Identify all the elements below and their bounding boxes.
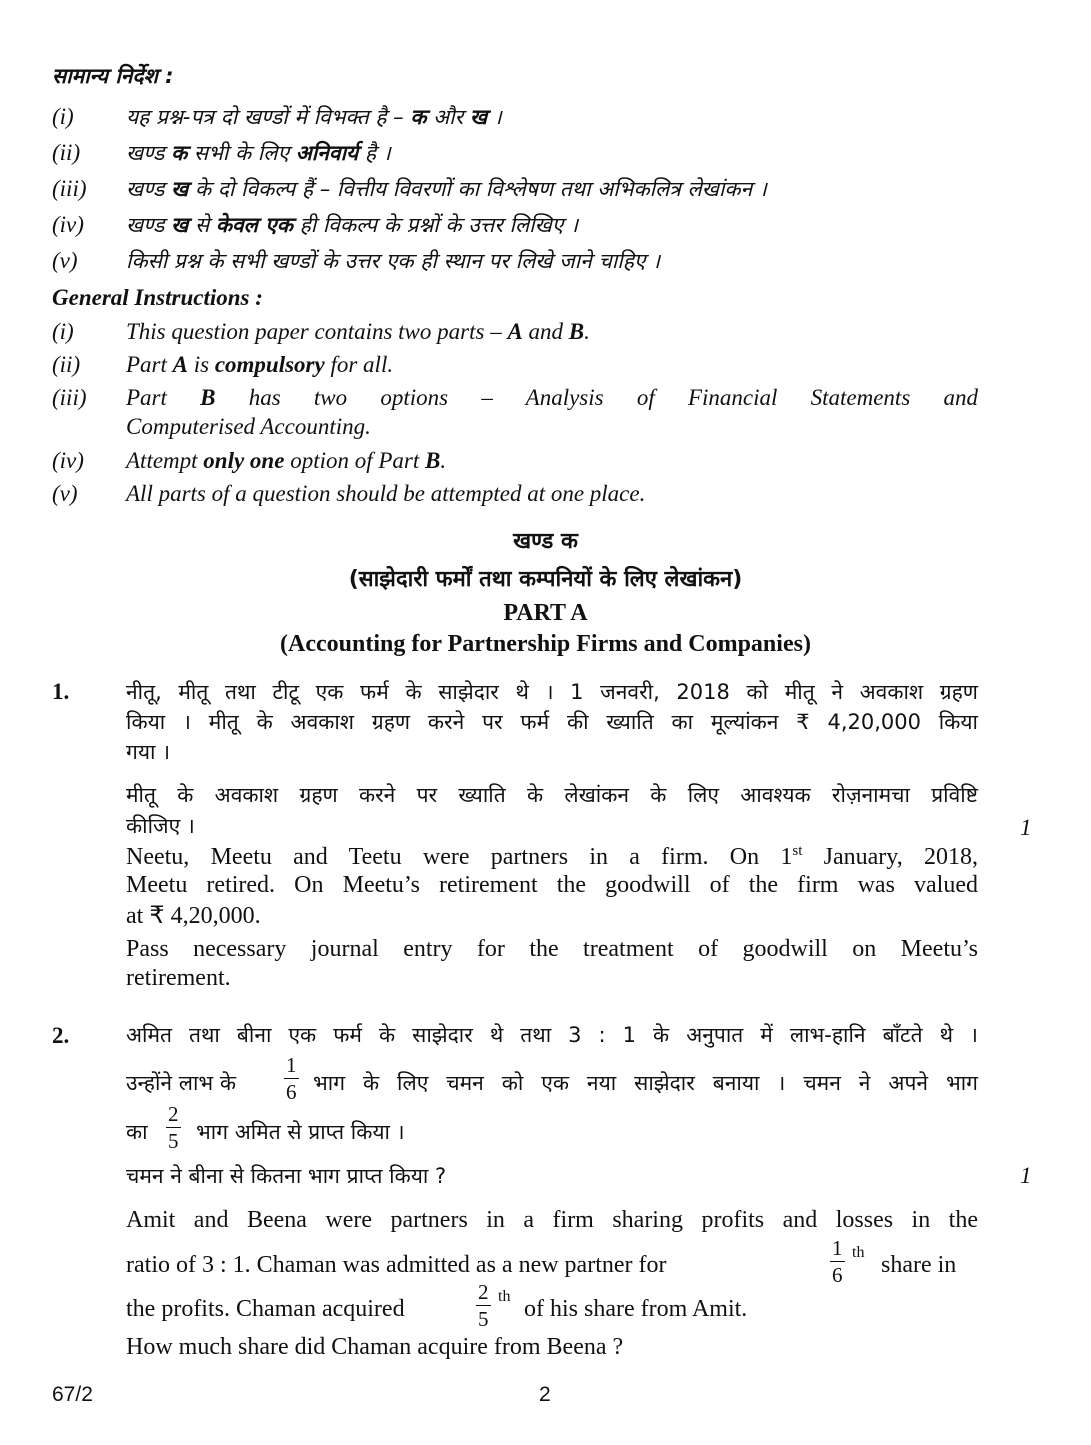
page-number: 2 bbox=[539, 1383, 551, 1406]
q1-hindi-line: किया । मीतू के अवकाश ग्रहण करने पर फर्म की ख्याति का मूल्यांकन ₹ 4,20,000 किया bbox=[126, 710, 978, 734]
hindi-item-1: यह प्रश्न-पत्र दो खण्डों में विभक्त है – क और ख । bbox=[126, 105, 502, 129]
q2-hindi-line2-pre: उन्होंने लाभ के bbox=[126, 1071, 236, 1095]
q2-hindi-line2-post: भाग के लिए चमन को एक नया साझेदार बनाया । चमन ने अपने भाग bbox=[313, 1071, 978, 1095]
q1-english-line: retirement. bbox=[126, 965, 231, 991]
q2-hindi-line: चमन ने बीना से कितना भाग प्राप्त किया ? bbox=[126, 1164, 447, 1188]
english-item-1: This question paper contains two parts – A and B. bbox=[126, 319, 590, 344]
hindi-item-4: खण्ड ख से केवल एक ही विकल्प के प्रश्नों के उत्तर लिखिए । bbox=[126, 213, 579, 237]
english-item-2: Part A is compulsory for all. bbox=[126, 352, 394, 377]
hindi-item-num: (ii) bbox=[52, 140, 81, 165]
superscript-th: th bbox=[852, 1244, 865, 1261]
q2-english-line3-pre: the profits. Chaman acquired bbox=[126, 1296, 405, 1322]
q1-english-line: Meetu retired. On Meetu’s retirement the goodwill of the firm was valued bbox=[126, 872, 978, 898]
section-hindi-subtitle: (साझेदारी फर्मों तथा कम्पनियों के लिए लेखांकन) bbox=[348, 567, 743, 592]
hindi-item-5: किसी प्रश्न के सभी खण्डों के उत्तर एक ही स्थान पर लिखे जाने चाहिए । bbox=[126, 249, 661, 273]
section-english-title: PART A bbox=[503, 600, 588, 626]
english-item-3-line2: Computerised Accounting. bbox=[126, 414, 371, 439]
q1-hindi-line: कीजिए । bbox=[126, 814, 195, 838]
q1-english-line: Neetu, Meetu and Teetu were partners in a firm. On 1st January, 2018, bbox=[126, 843, 979, 870]
english-item-num: (i) bbox=[52, 319, 74, 344]
paper-code: 67/2 bbox=[52, 1383, 93, 1406]
hindi-instructions-title: सामान्य निर्देश : bbox=[52, 64, 174, 88]
section-english-subtitle: (Accounting for Partnership Firms and Companies) bbox=[280, 631, 811, 657]
english-item-4: Attempt only one option of Part B. bbox=[126, 448, 447, 473]
hindi-item-num: (v) bbox=[52, 248, 78, 273]
english-item-5: All parts of a question should be attempted at one place. bbox=[126, 481, 646, 506]
q2-english-line: Amit and Beena were partners in a firm sharing profits and losses in the bbox=[126, 1207, 978, 1233]
q2-english-line2-pre: ratio of 3 : 1. Chaman was admitted as a new partner for bbox=[126, 1252, 667, 1278]
q2-hindi-line: अमित तथा बीना एक फर्म के साझेदार थे तथा 3 : 1 के अनुपात में लाभ-हानि बाँटते थे । bbox=[126, 1023, 978, 1047]
fraction-one-sixth: $\frac{1}{6}$ bbox=[832, 1236, 843, 1287]
q1-marks: 1 bbox=[1020, 815, 1032, 840]
fraction-two-fifths: $\frac{2}{5}$ bbox=[478, 1280, 489, 1331]
q2-english-line2-post: share in bbox=[881, 1252, 957, 1278]
q2-english-line: How much share did Chaman acquire from Beena ? bbox=[126, 1334, 624, 1360]
superscript-th: th bbox=[498, 1288, 511, 1305]
section-hindi-title: खण्ड क bbox=[513, 529, 578, 554]
q1-english-line: Pass necessary journal entry for the treatment of goodwill on Meetu’s bbox=[126, 936, 978, 962]
q1-hindi-line: गया । bbox=[126, 740, 171, 764]
q1-hindi-line: नीतू, मीतू तथा टीटू एक फर्म के साझेदार थे । 1 जनवरी, 2018 को मीतू ने अवकाश ग्रहण bbox=[126, 680, 978, 704]
fraction-one-sixth: $\frac{1}{6}$ bbox=[286, 1053, 297, 1104]
english-instructions-title: General Instructions : bbox=[52, 285, 263, 310]
english-item-num: (iv) bbox=[52, 448, 84, 473]
english-item-num: (ii) bbox=[52, 352, 81, 377]
question-number: 1. bbox=[52, 679, 70, 704]
q2-hindi-line3-pre: का bbox=[126, 1120, 148, 1144]
hindi-item-2: खण्ड क सभी के लिए अनिवार्य है । bbox=[126, 141, 391, 165]
hindi-item-num: (i) bbox=[52, 104, 74, 129]
english-item-3-line1: Part B has two options – Analysis of Financial Statements and bbox=[126, 385, 979, 410]
question-number: 2. bbox=[52, 1023, 70, 1048]
q1-english-line: at ₹ 4,20,000. bbox=[126, 903, 261, 929]
english-item-num: (v) bbox=[52, 481, 78, 506]
fraction-two-fifths: $\frac{2}{5}$ bbox=[168, 1102, 179, 1153]
english-item-num: (iii) bbox=[52, 385, 87, 410]
hindi-item-num: (iv) bbox=[52, 212, 84, 237]
hindi-item-3: खण्ड ख के दो विकल्प हैं – वित्तीय विवरणों का विश्लेषण तथा अभिकलित्र लेखांकन । bbox=[126, 177, 767, 201]
q2-english-line3-post: of his share from Amit. bbox=[524, 1296, 748, 1322]
q2-marks: 1 bbox=[1020, 1163, 1032, 1188]
q1-hindi-line: मीतू के अवकाश ग्रहण करने पर ख्याति के लेखांकन के लिए आवश्यक रोज़नामचा प्रविष्टि bbox=[126, 783, 978, 807]
hindi-item-num: (iii) bbox=[52, 176, 87, 201]
q2-hindi-line3-post: भाग अमित से प्राप्त किया । bbox=[196, 1120, 405, 1144]
